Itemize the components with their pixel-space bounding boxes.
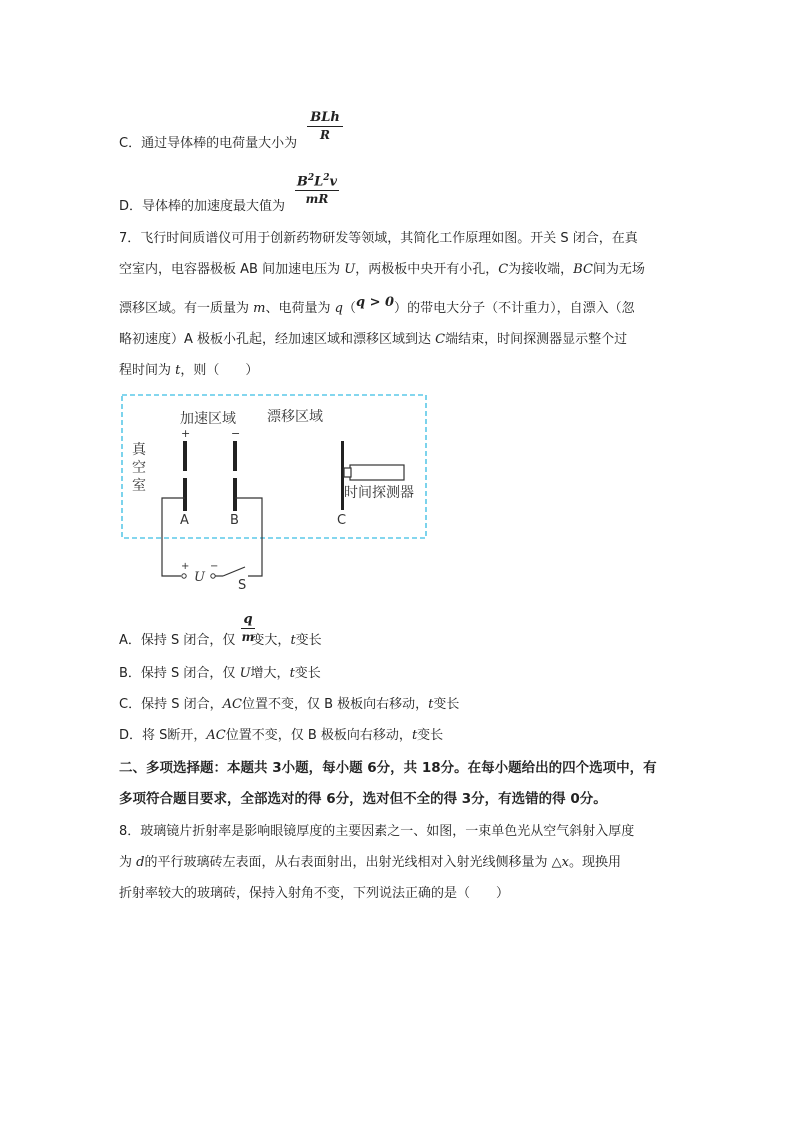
q7-line-5	[119, 361, 258, 381]
q7-option-b	[119, 664, 321, 684]
plate-b-minus-sign: −	[231, 427, 241, 440]
option-text: C．保持 S 闭合，	[119, 697, 223, 712]
plate-b-label: B	[230, 513, 239, 528]
plate-b-upper	[233, 441, 237, 471]
q7-text: 程时间为	[119, 363, 176, 378]
option-text: B．保持 S 闭合，仅	[119, 666, 240, 681]
fraction-denominator: m	[241, 630, 255, 644]
q7-text: 为接收端，	[508, 262, 574, 277]
vacuum-char-1: 真	[132, 442, 146, 458]
var-BC: BC	[573, 262, 593, 277]
var-x: x	[561, 855, 569, 870]
detector-body	[350, 465, 404, 480]
q7-option-a	[119, 631, 322, 651]
var-t: t	[175, 363, 181, 378]
option-text: A．保持 S 闭合，仅	[119, 633, 236, 648]
option-text: D．将 S断开，	[119, 728, 207, 743]
option-text: 位置不变，仅 B 极板向右移动，	[241, 697, 429, 712]
terminal-positive	[182, 574, 186, 578]
q8-text: 的平行玻璃砖左表面，从右表面射出，出射光线相对入射光线侧移量为 △	[144, 855, 562, 870]
q8-text: 。现换用	[568, 855, 621, 870]
drift-region-label: 漂移区域	[267, 409, 323, 425]
terminal-negative	[211, 574, 215, 578]
option-c-prev-text: C．通过导体棒的电荷量大小为	[119, 136, 298, 151]
circuit-wire-right	[235, 498, 262, 576]
vacuum-char-3: 室	[132, 478, 146, 494]
q7-line-4	[119, 330, 627, 350]
voltage-label: U	[194, 570, 205, 585]
terminal-plus-sign: +	[181, 561, 190, 572]
option-text: 变大，	[251, 633, 291, 648]
option-c-prev	[119, 134, 297, 154]
var-t: t	[289, 666, 295, 681]
fraction-denominator: R	[320, 128, 330, 142]
terminal-minus-sign: −	[210, 561, 219, 572]
option-text: 变长	[295, 633, 322, 648]
var-AC: AC	[206, 728, 226, 743]
var-AC: AC	[222, 697, 242, 712]
switch-s	[223, 567, 245, 576]
q8-line-2	[119, 853, 621, 873]
q7-text: 7．飞行时间质谱仪可用于创新药物研发等领域，其简化工作原理如图。开关 S 闭合，在真	[119, 231, 638, 246]
option-text: 变长	[294, 666, 321, 681]
plate-a-upper	[183, 441, 187, 471]
var-q: q	[334, 301, 343, 316]
var-t: t	[290, 633, 296, 648]
fraction-denominator: mR	[305, 192, 329, 207]
q7-option-c	[119, 695, 459, 715]
var-t: t	[411, 728, 418, 743]
q7-line-3	[119, 295, 635, 319]
var-U: U	[344, 262, 356, 277]
switch-label: S	[238, 578, 247, 590]
q7-line-2	[119, 260, 645, 280]
q7-line-1	[119, 229, 638, 249]
var-d: d	[136, 855, 145, 870]
accel-region-label: 加速区域	[180, 411, 236, 427]
q7-text: ，两极板中央开有小孔，	[355, 262, 499, 277]
q7-text: 、电荷量为	[265, 301, 335, 316]
fraction-numerator: q	[243, 612, 253, 627]
q7-text: 略初速度）A 极板小孔起，经加速区域和漂移区域到达	[119, 332, 436, 347]
fraction-acceleration	[295, 170, 339, 207]
q7-option-d	[119, 726, 443, 746]
paren: （	[342, 301, 356, 316]
plate-a-lower	[183, 478, 187, 511]
q7-text: 的带电大分子（不计重力），自漂入（忽	[407, 301, 635, 316]
q7-text: 漂移区域。有一质量为	[119, 301, 254, 316]
option-text: 位置不变，仅 B 极板向右移动，	[225, 728, 412, 743]
section-heading-text: 多项符合题目要求，全部选对的得 6分，选对但不全的得 3分，有选错的得 0分。	[119, 791, 607, 807]
detector-label: 时间探测器	[344, 485, 414, 501]
option-d-prev	[119, 197, 285, 217]
plate-a-label: A	[180, 513, 189, 528]
paren: ）	[394, 301, 408, 316]
plate-a-plus-sign: +	[181, 427, 191, 440]
option-d-prev-text: D．导体棒的加速度最大值为	[119, 199, 286, 214]
vacuum-char-2: 空	[132, 460, 146, 476]
option-text: 变长	[417, 728, 444, 743]
var-t: t	[428, 697, 434, 712]
fraction-charge	[307, 110, 343, 143]
var-C: C	[498, 262, 509, 277]
option-text: 变长	[433, 697, 460, 712]
fraction-numerator: $B^2L^2v$	[296, 173, 338, 190]
var-C: C	[435, 332, 446, 347]
q7-text: 空室内，电容器极板 AB 间加速电压为	[119, 262, 345, 277]
q8-line-3	[119, 884, 509, 904]
q7-text: 端结束，时间探测器显示整个过	[445, 332, 628, 347]
section-heading-text: 二、多项选择题：本题共 3小题，每小题 6分，共 18分。在每小题给出的四个选项中，有	[119, 760, 657, 776]
section2-heading-line-2	[119, 789, 607, 809]
q7-text: 间为无场	[592, 262, 645, 277]
condition-q-positive: q > 0	[355, 295, 395, 310]
q8-text: 折射率较大的玻璃砖，保持入射角不变，下列说法正确的是（ ）	[119, 886, 510, 901]
var-m: m	[253, 301, 266, 316]
fraction-numerator: BLh	[310, 110, 340, 125]
var-U: U	[239, 666, 251, 681]
plate-c-label: C	[337, 513, 347, 528]
q8-text: 8．玻璃镜片折射率是影响眼镜厚度的主要因素之一、如图，一束单色光从空气斜射入厚度	[119, 824, 635, 839]
q8-line-1	[119, 822, 634, 842]
q7-text: ，则（ ）	[180, 363, 259, 378]
q8-text: 为	[119, 855, 137, 870]
plate-b-lower	[233, 478, 237, 511]
detector-stem	[344, 468, 351, 477]
tof-mass-spectrometer-diagram	[115, 390, 435, 590]
option-text: 增大，	[250, 666, 290, 681]
section2-heading-line-1	[119, 758, 657, 778]
